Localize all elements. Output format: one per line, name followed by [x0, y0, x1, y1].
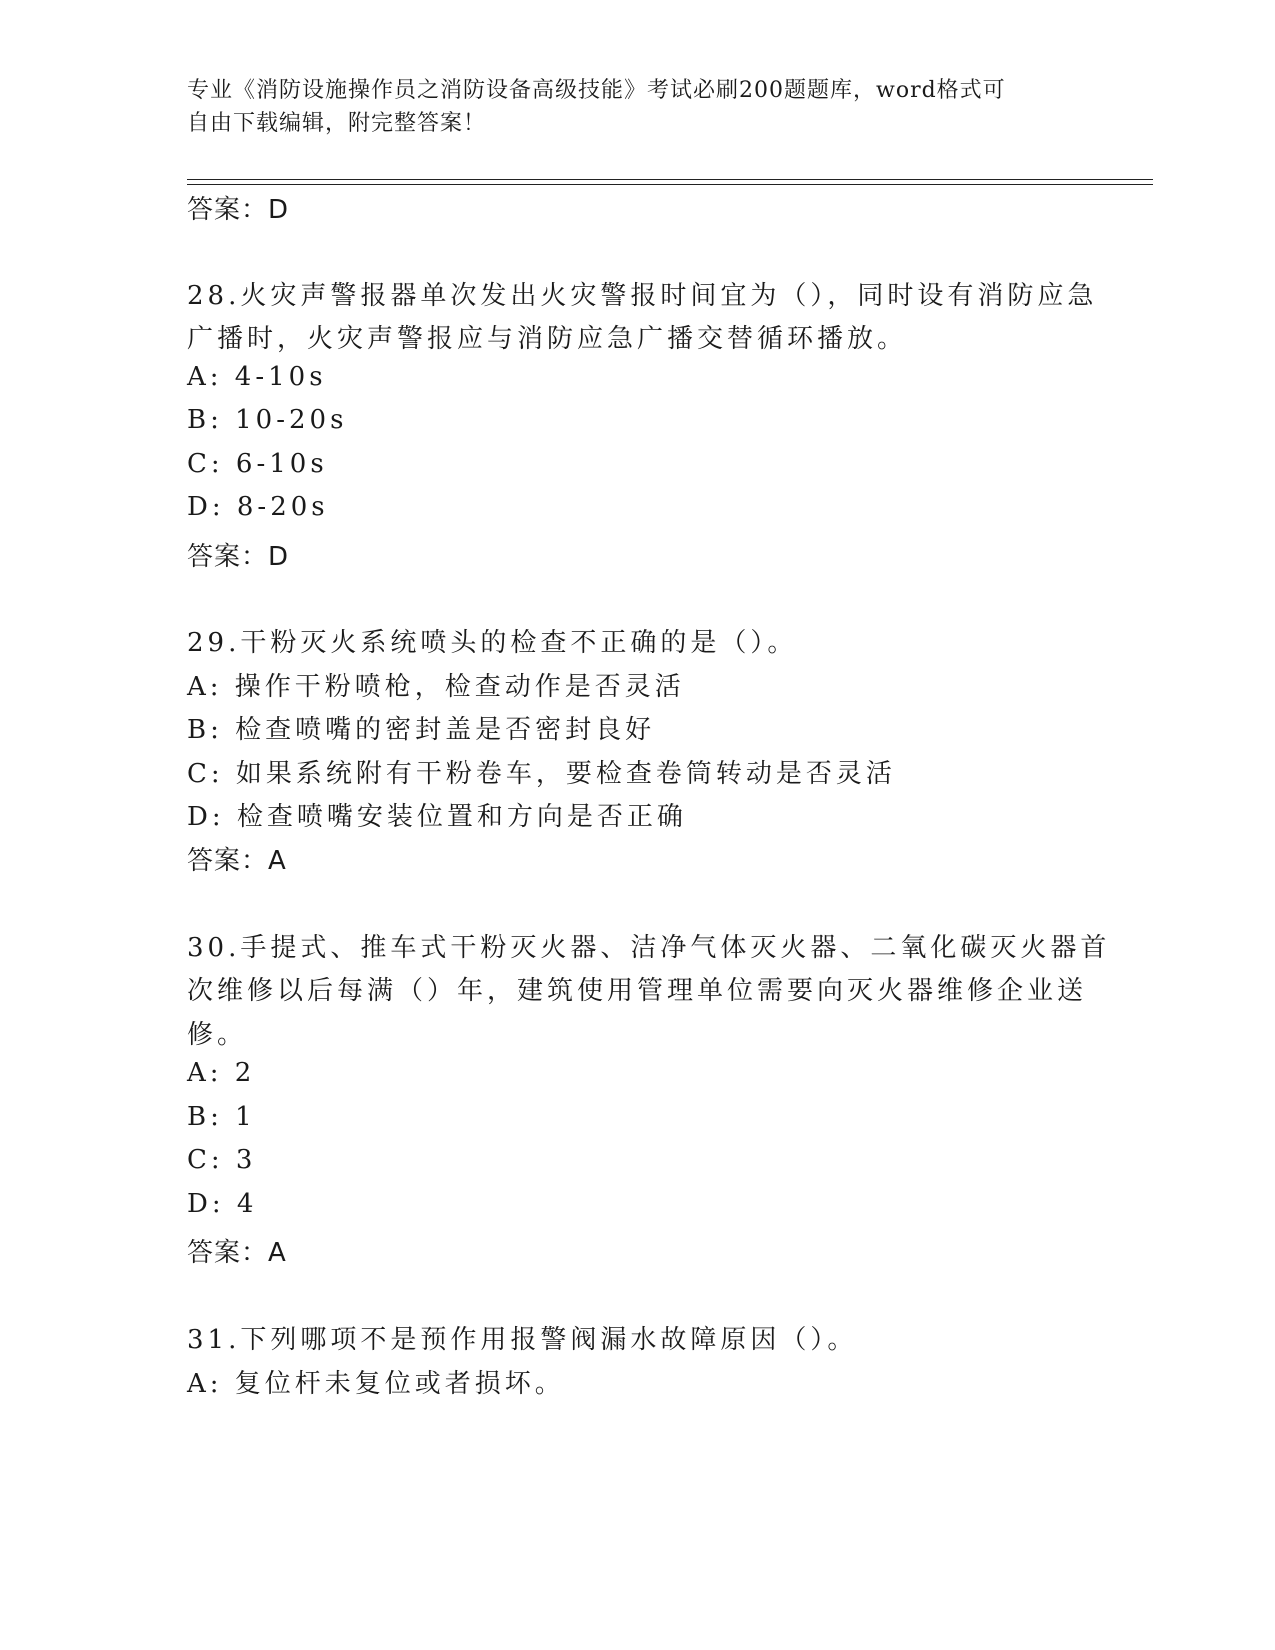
option-a: A: 2 — [187, 1058, 256, 1088]
option-a: A: 复位杆未复位或者损坏。 — [187, 1369, 565, 1399]
option-d: D: 8-20s — [187, 492, 329, 522]
question-stem: 31.下列哪项不是预作用报警阀漏水故障原因（）。 — [187, 1325, 858, 1355]
option-c: C: 6-10s — [187, 449, 328, 479]
question-stem: 30.手提式、推车式干粉灭火器、洁净气体灭火器、二氧化碳灭火器首 — [187, 933, 1111, 963]
option-c: C: 3 — [187, 1145, 257, 1175]
answer-line: 答案：D — [187, 195, 290, 225]
option-d: D: 检查喷嘴安装位置和方向是否正确 — [187, 802, 687, 832]
header-line: 专业《消防设施操作员之消防设备高级技能》考试必刷200题题库，word格式可 — [187, 78, 1006, 103]
option-d: D: 4 — [187, 1189, 258, 1219]
option-a: A: 操作干粉喷枪，检查动作是否灵活 — [187, 672, 685, 702]
answer-line: 答案：A — [187, 846, 287, 876]
option-b: B: 检查喷嘴的密封盖是否密封良好 — [187, 715, 656, 745]
question-stem: 28.火灾声警报器单次发出火灾警报时间宜为（），同时设有消防应急 — [187, 281, 1098, 311]
page-header — [187, 74, 1087, 140]
answer-line: 答案：D — [187, 542, 290, 572]
question-stem: 广播时，火灾声警报应与消防应急广播交替循环播放。 — [187, 324, 908, 354]
option-b: B: 10-20s — [187, 405, 348, 435]
header-divider — [187, 184, 1153, 185]
option-c: C: 如果系统附有干粉卷车，要检查卷筒转动是否灵活 — [187, 759, 896, 789]
question-stem: 29.干粉灭火系统喷头的检查不正确的是（）。 — [187, 628, 798, 658]
option-a: A: 4-10s — [187, 362, 327, 392]
question-stem: 修。 — [187, 1020, 248, 1050]
question-stem: 次维修以后每满（）年，建筑使用管理单位需要向灭火器维修企业送 — [187, 976, 1088, 1006]
answer-line: 答案：A — [187, 1238, 287, 1268]
option-b: B: 1 — [187, 1102, 256, 1132]
header-line: 自由下载编辑，附完整答案！ — [187, 111, 487, 136]
header-divider — [187, 179, 1153, 180]
